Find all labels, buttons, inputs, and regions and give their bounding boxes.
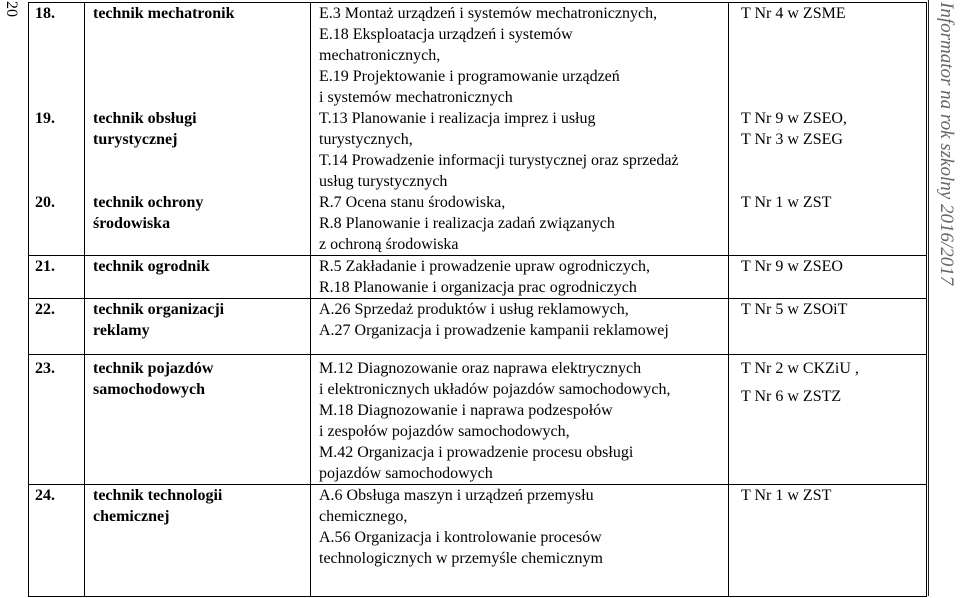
row-number: 24. [29,485,85,597]
row-number: 21. [29,256,85,299]
row-number: 18. [29,3,85,109]
school: T Nr 9 w ZSEO [729,256,927,299]
row-number: 20. [29,192,85,256]
table-row [29,108,927,192]
table-row [29,256,927,299]
row-number: 22. [29,299,85,355]
profession-name: technik ogrodnik [85,256,311,299]
school: T Nr 2 w CKZiU , T Nr 6 w ZSTZ [729,355,927,485]
profession-name: technik organizacji reklamy [85,299,311,355]
table-row [29,485,927,597]
table-row [29,299,927,355]
profession-name: technik technologii chemicznej [85,485,311,597]
qualifications: A.6 Obsługa maszyn i urządzeń przemysłu chemicznego, A.56 Organizacja i kontrolowanie procesów technologicznych w przemyśle chemicznym [311,485,729,597]
page-number: 20 [3,1,20,17]
side-title: Informator na rok szkolny 2016/2017 [936,2,957,286]
table-row [29,192,927,256]
school: T Nr 1 w ZST [729,192,927,256]
qualifications: R.7 Ocena stanu środowiska, R.8 Planowanie i realizacja zadań związanych z ochroną środowiska [311,192,729,256]
qualifications: M.12 Diagnozowanie oraz naprawa elektrycznych i elektronicznych układów pojazdów samochodowych, M.18 Diagnozowanie i naprawa podzespołów i zespołów pojazdów samochodowych, M.42 Organizacja i prowadzenie procesu obsługi pojazdów samochodowych [311,355,729,485]
table-row [29,355,927,485]
table-row [29,3,927,109]
qualifications: E.3 Montaż urządzeń i systemów mechatronicznych, E.18 Eksploatacja urządzeń i systemów mechatronicznych, E.19 Projektowanie i programowanie urządzeń i systemów mechatronicznych [311,3,729,109]
row-number: 23. [29,355,85,485]
qualifications: T.13 Planowanie i realizacja imprez i usług turystycznych, T.14 Prowadzenie informacji turystycznej oraz sprzedaż usług turystycznych [311,108,729,192]
qualifications: R.5 Zakładanie i prowadzenie upraw ogrodniczych, R.18 Planowanie i organizacja prac ogrodniczych [311,256,729,299]
profession-name: technik mechatronik [85,3,311,109]
row-number: 19. [29,108,85,192]
profession-name: technik ochrony środowiska [85,192,311,256]
school: T Nr 9 w ZSEO, T Nr 3 w ZSEG [729,108,927,192]
profession-name: technik pojazdów samochodowych [85,355,311,485]
school: T Nr 4 w ZSME [729,3,927,109]
profession-name: technik obsługi turystycznej [85,108,311,192]
school: T Nr 5 w ZSOiT [729,299,927,355]
qualifications: A.26 Sprzedaż produktów i usług reklamowych, A.27 Organizacja i prowadzenie kampanii reklamowej [311,299,729,355]
professions-table [28,2,927,597]
school: T Nr 1 w ZST [729,485,927,597]
right-border-line [928,0,929,596]
